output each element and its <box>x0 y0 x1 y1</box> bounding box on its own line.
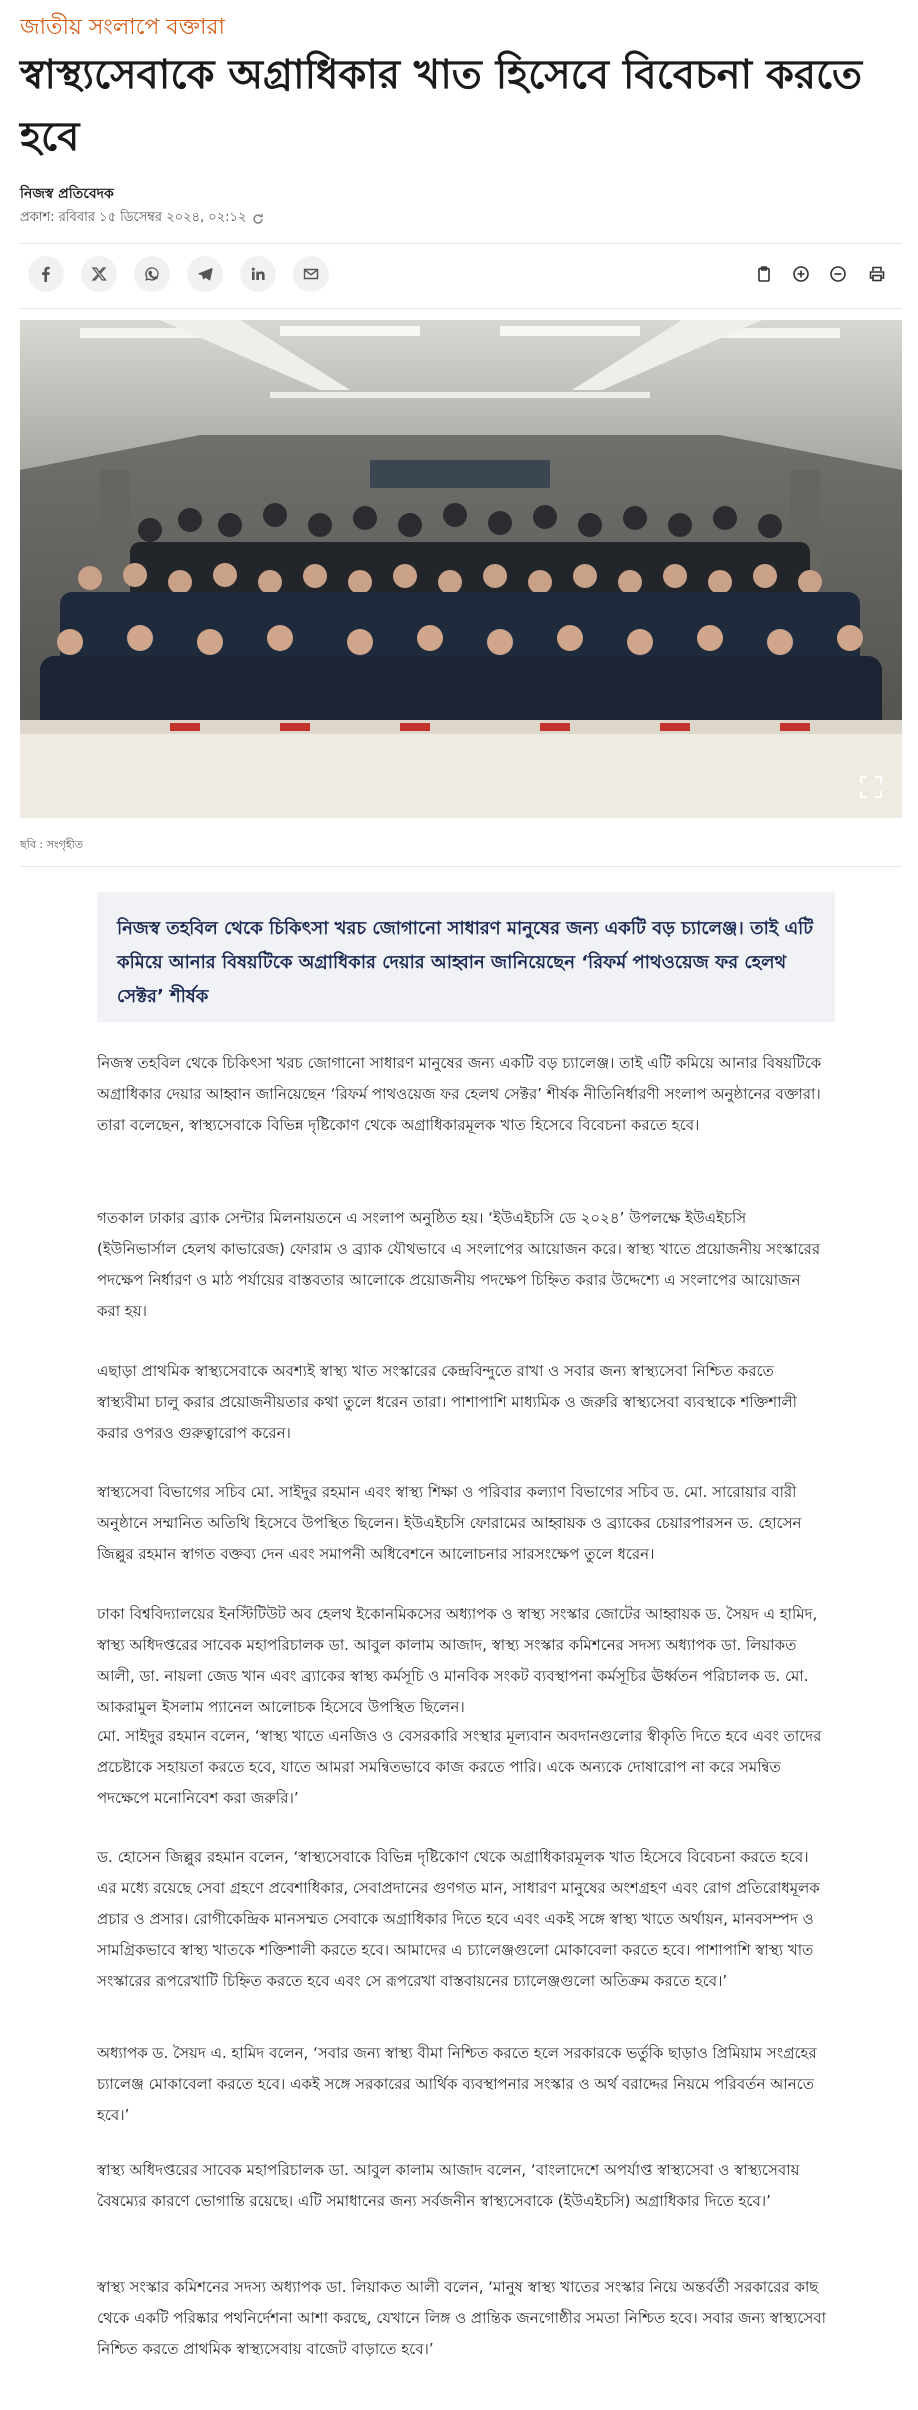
article-summary <box>97 892 835 1022</box>
facebook-icon <box>38 266 54 282</box>
article-photo <box>20 320 902 818</box>
whatsapp-icon <box>144 266 160 282</box>
zoom-in-button[interactable] <box>789 262 813 286</box>
summary-text: নিজস্ব তহবিল থেকে চিকিৎসা খরচ জোগানো সাধারণ মানুষের জন্য একটি বড় চ্যালেঞ্জ। তাই এটি কমিয়ে আনার বিষয়টিকে অগ্রাধিকার দেয়ার আহ্বান জানিয়েছেন ‘রিফর্ম পাথওয়েজ ফর হেলথ সেক্টর’ শীর্ষক <box>117 918 814 1007</box>
refresh-icon <box>252 213 264 225</box>
article-kicker[interactable]: জাতীয় সংলাপে বক্তারা <box>20 15 225 40</box>
divider <box>20 308 902 309</box>
linkedin-icon <box>250 266 266 282</box>
publish-date <box>20 208 264 229</box>
email-icon <box>303 266 319 282</box>
x-share-button[interactable] <box>81 256 117 292</box>
zoom-in-icon <box>792 265 810 283</box>
print-icon <box>868 265 886 283</box>
article-paragraph: ঢাকা বিশ্ববিদ্যালয়ের ইনস্টিটিউট অব হেলথ ইকোনমিকসের অধ্যাপক ও স্বাস্থ্য সংস্কার জোটের আহ্বায়ক ড. সৈয়দ এ হামিদ, স্বাস্থ্য অধিদপ্তরের সাবেক মহাপরিচালক ডা. আবুল কালাম আজাদ, স্বাস্থ্য সংস্কার কমিশনের সদস্য অধ্যাপক ডা. লিয়াকত আলী, ডা. নায়লা জেড খান এবং ব্র্যাকের স্বাস্থ্য কর্মসূচি ও মানবিক সংকট ব্যবস্থাপনা কর্মসূচির ঊর্ধ্বতন পরিচালক ড. মো. আকরামুল ইসলাম প্যানেল আলোচক হিসেবে উপস্থিত ছিলেন। <box>97 1605 818 1716</box>
article-headline: স্বাস্থ্যসেবাকে অগ্রাধিকার খাত হিসেবে বিবেচনা করতে হবে <box>20 52 863 160</box>
article-paragraph: স্বাস্থ্যসেবা বিভাগের সচিব মো. সাইদুর রহমান এবং স্বাস্থ্য শিক্ষা ও পরিবার কল্যাণ বিভাগের সচিব ড. মো. সারোয়ার বারী অনুষ্ঠানে সম্মানিত অতিথি হিসেবে উপস্থিত ছিলেন। ইউএইচসি ফোরামের আহ্বায়ক ও ব্র্যাকের চেয়ারপারসন ড. হোসেন জিল্লুর রহমান স্বাগত বক্তব্য দেন এবং সমাপনী অধিবেশনে আলোচনার সারসংক্ষেপ তুলে ধরেন। <box>97 1483 802 1563</box>
copy-button[interactable] <box>752 262 776 286</box>
whatsapp-share-button[interactable] <box>134 256 170 292</box>
divider <box>20 243 902 244</box>
article-paragraph: গতকাল ঢাকার ব্র্যাক সেন্টার মিলনায়তনে এ সংলাপ অনুষ্ঠিত হয়। ‘ইউএইচসি ডে ২০২৪’ উপলক্ষে ইউএইচসি (ইউনিভার্সাল হেলথ কাভারেজ) ফোরাম ও ব্র্যাক যৌথভাবে এ সংলাপের আয়োজন করে। স্বাস্থ্য খাতে প্রয়োজনীয় সংস্কারের পদক্ষেপ নির্ধারণ ও মাঠ পর্যায়ের বাস্তবতার আলোকে প্রয়োজনীয় পদক্ষেপ চিহ্নিত করার উদ্দেশ্যে এ সংলাপের আয়োজন করা হয়। <box>97 1209 821 1320</box>
facebook-share-button[interactable] <box>28 256 64 292</box>
photo-caption: ছবি : সংগৃহীত <box>20 838 84 851</box>
zoom-out-icon <box>829 265 847 283</box>
telegram-share-button[interactable] <box>187 256 223 292</box>
share-toolbar <box>20 256 902 296</box>
article-paragraph: মো. সাইদুর রহমান বলেন, ‘স্বাস্থ্য খাতে এনজিও ও বেসরকারি সংস্থার মূল্যবান অবদানগুলোর স্বীকৃতি দিতে হবে এবং তাদের প্রচেষ্টাকে সহায়তা করতে হবে, যাতে আমরা সমন্বিতভাবে কাজ করতে পারি। একে অন্যকে দোষারোপ না করে সমন্বিত পদক্ষেপে মনোনিবেশ করা জরুরি।’ <box>97 1727 822 1807</box>
copy-icon <box>755 265 773 283</box>
article-byline: নিজস্ব প্রতিবেদক <box>20 186 114 202</box>
article-paragraph: এছাড়া প্রাথমিক স্বাস্থ্যসেবাকে অবশ্যই স্বাস্থ্য খাত সংস্কারের কেন্দ্রবিন্দুতে রাখা ও সবার জন্য স্বাস্থ্যসেবা নিশ্চিত করতে স্বাস্থ্যবীমা চালু করার প্রয়োজনীয়তার কথা তুলে ধরেন তারা। পাশাপাশি মাধ্যমিক ও জরুরি স্বাস্থ্যসেবা ব্যবস্থাকে শক্তিশালী করার ওপরও গুরুত্বারোপ করেন। <box>97 1362 797 1442</box>
email-share-button[interactable] <box>293 256 329 292</box>
divider <box>20 866 902 867</box>
expand-icon[interactable] <box>858 774 884 800</box>
zoom-out-button[interactable] <box>826 262 850 286</box>
linkedin-share-button[interactable] <box>240 256 276 292</box>
print-button[interactable] <box>865 262 889 286</box>
telegram-icon <box>197 266 213 282</box>
article-paragraph: নিজস্ব তহবিল থেকে চিকিৎসা খরচ জোগানো সাধারণ মানুষের জন্য একটি বড় চ্যালেঞ্জ। তাই এটি কমিয়ে আনার বিষয়টিকে অগ্রাধিকার দেয়ার আহ্বান জানিয়েছেন ‘রিফর্ম পাথওয়েজ ফর হেলথ সেক্টর’ শীর্ষক নীতিনির্ধারণী সংলাপ অনুষ্ঠানের বক্তারা। তারা বলেছেন, স্বাস্থ্যসেবাকে বিভিন্ন দৃষ্টিকোণ থেকে অগ্রাধিকারমূলক খাত হিসেবে বিবেচনা করতে হবে। <box>97 1054 822 1134</box>
article-paragraph: স্বাস্থ্য সংস্কার কমিশনের সদস্য অধ্যাপক ডা. লিয়াকত আলী বলেন, ‘মানুষ স্বাস্থ্য খাতের সংস্কার নিয়ে অন্তর্বর্তী সরকারের কাছ থেকে একটি পরিষ্কার পথনির্দেশনা আশা করছে, যেখানে লিঙ্গ ও প্রান্তিক জনগোষ্ঠীর সমতা নিশ্চিত হবে। সবার জন্য স্বাস্থ্যসেবা নিশ্চিত করতে প্রাথমিক স্বাস্থ্যসেবায় বাজেট বাড়াতে হবে।’ <box>97 2278 826 2358</box>
x-icon <box>91 266 107 282</box>
article-paragraph: স্বাস্থ্য অধিদপ্তরের সাবেক মহাপরিচালক ডা. আবুল কালাম আজাদ বলেন, ‘বাংলাদেশে অপর্যাপ্ত স্বাস্থ্যসেবা ও স্বাস্থ্যসেবায় বৈষম্যের কারণে ভোগান্তি রয়েছে। এটি সমাধানের জন্য সর্বজনীন স্বাস্থ্যসেবাকে (ইউএইচসি) অগ্রাধিকার দিতে হবে।’ <box>97 2161 800 2210</box>
article-paragraph: অধ্যাপক ড. সৈয়দ এ. হামিদ বলেন, ‘সবার জন্য স্বাস্থ্য বীমা নিশ্চিত করতে হলে সরকারকে ভর্তুকি ছাড়াও প্রিমিয়াম সংগ্রহের চ্যালেঞ্জ মোকাবেলা করতে হবে। একই সঙ্গে সরকারের আর্থিক ব্যবস্থাপনার সংস্কার ও অর্থ বরাদ্দের নিয়মে পরিবর্তন আনতে হবে।’ <box>97 2044 817 2124</box>
article-paragraph: ড. হোসেন জিল্লুর রহমান বলেন, ‘স্বাস্থ্যসেবাকে বিভিন্ন দৃষ্টিকোণ থেকে অগ্রাধিকারমূলক খাত হিসেবে বিবেচনা করতে হবে। এর মধ্যে রয়েছে সেবা গ্রহণে প্রবেশাধিকার, সেবাপ্রদানের গুণগত মান, সাধারণ মানুষের অংশগ্রহণ এবং রোগ প্রতিরোধমূলক প্রচার ও প্রসার। রোগীকেন্দ্রিক মানসম্মত সেবাকে অগ্রাধিকার দিতে হবে এবং একই সঙ্গে স্বাস্থ্য খাতে অর্থায়ন, মানবসম্পদ ও সামগ্রিকভাবে স্বাস্থ্য খাতকে শক্তিশালী করতে হবে। আমাদের এ চ্যালেঞ্জগুলো মোকাবেলা করতে হবে। পাশাপাশি স্বাস্থ্য খাত সংস্কারের রূপরেখাটি চিহ্নিত করতে হবে এবং সে রূপরেখা বাস্তবায়নের চ্যালেঞ্জগুলো অতিক্রম করতে হবে।’ <box>97 1848 820 1990</box>
publish-date-text: প্রকাশ: রবিবার ১৫ ডিসেম্বর ২০২৪, ০২:১২ <box>20 210 247 225</box>
group-photo-image <box>20 320 902 818</box>
